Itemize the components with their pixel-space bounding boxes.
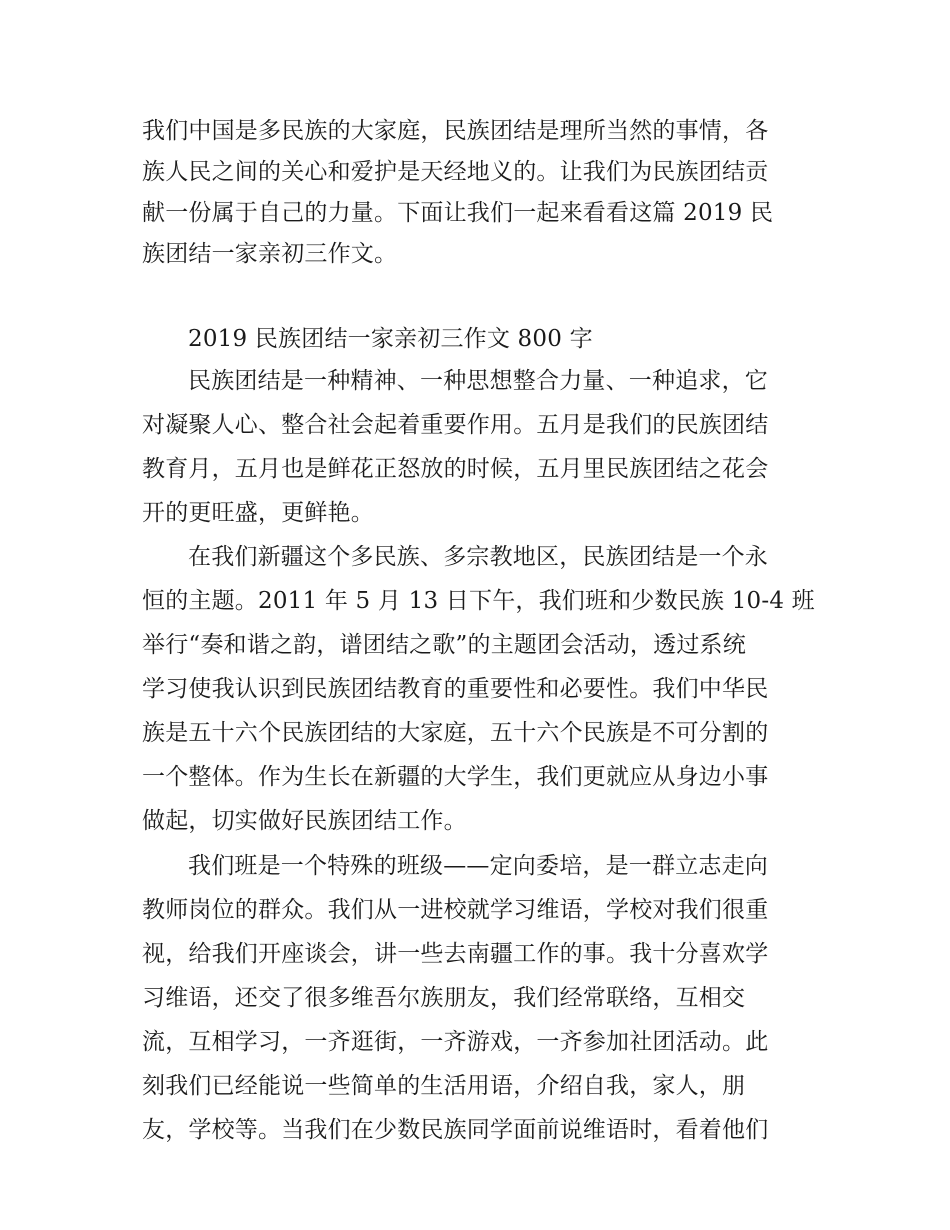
intro-line-1: 我们中国是多民族的大家庭，民族团结是理所当然的事情，各 — [142, 118, 769, 144]
paragraph2-line-3: 举行“奏和谐之韵，谱团结之歌”的主题团会活动，透过系统 — [142, 632, 746, 658]
paragraph3-line-1: 我们班是一个特殊的班级——定向委培，是一群立志走向 — [188, 853, 768, 879]
paragraph2-line-4: 学习使我认识到民族团结教育的重要性和必要性。我们中华民 — [142, 676, 769, 702]
paragraph2-line-6: 一个整体。作为生长在新疆的大学生，我们更就应从身边小事 — [142, 764, 769, 790]
intro-line-4: 族团结一家亲初三作文。 — [142, 241, 398, 267]
paragraph1-line-2: 对凝聚人心、整合社会起着重要作用。五月是我们的民族团结 — [142, 412, 769, 438]
paragraph1-line-1: 民族团结是一种精神、一种思想整合力量、一种追求，它 — [188, 368, 768, 394]
paragraph3-line-3: 视，给我们开座谈会，讲一些去南疆工作的事。我十分喜欢学 — [142, 941, 769, 967]
paragraph1-line-3: 教育月，五月也是鲜花正怒放的时候，五月里民族团结之花会 — [142, 456, 769, 482]
paragraph3-line-6: 刻我们已经能说一些简单的生活用语，介绍自我，家人，朋 — [142, 1073, 746, 1099]
paragraph3-line-2: 教师岗位的群众。我们从一进校就学习维语，学校对我们很重 — [142, 897, 769, 923]
paragraph2-line-1: 在我们新疆这个多民族、多宗教地区，民族团结是一个永 — [188, 544, 768, 570]
paragraph3-line-5: 流，互相学习，一齐逛街，一齐游戏，一齐参加社团活动。此 — [142, 1029, 769, 1055]
intro-line-3: 献一份属于自己的力量。下面让我们一起来看看这篇 2019 民 — [142, 200, 774, 226]
paragraph3-line-7: 友，学校等。当我们在少数民族同学面前说维语时，看着他们 — [142, 1117, 769, 1143]
paragraph1-line-4: 开的更旺盛，更鲜艳。 — [142, 500, 374, 526]
paragraph2-line-2: 恒的主题。2011 年 5 月 13 日下午，我们班和少数民族 10-4 班 — [142, 588, 815, 614]
intro-line-2: 族人民之间的关心和爱护是天经地义的。让我们为民族团结贡 — [142, 159, 769, 185]
paragraph3-line-4: 习维语，还交了很多维吾尔族朋友，我们经常联络，互相交 — [142, 985, 746, 1011]
paragraph2-line-7: 做起，切实做好民族团结工作。 — [142, 808, 467, 834]
paragraph2-line-5: 族是五十六个民族团结的大家庭，五十六个民族是不可分割的 — [142, 720, 769, 746]
essay-title: 2019 民族团结一家亲初三作文 800 字 — [188, 326, 593, 352]
